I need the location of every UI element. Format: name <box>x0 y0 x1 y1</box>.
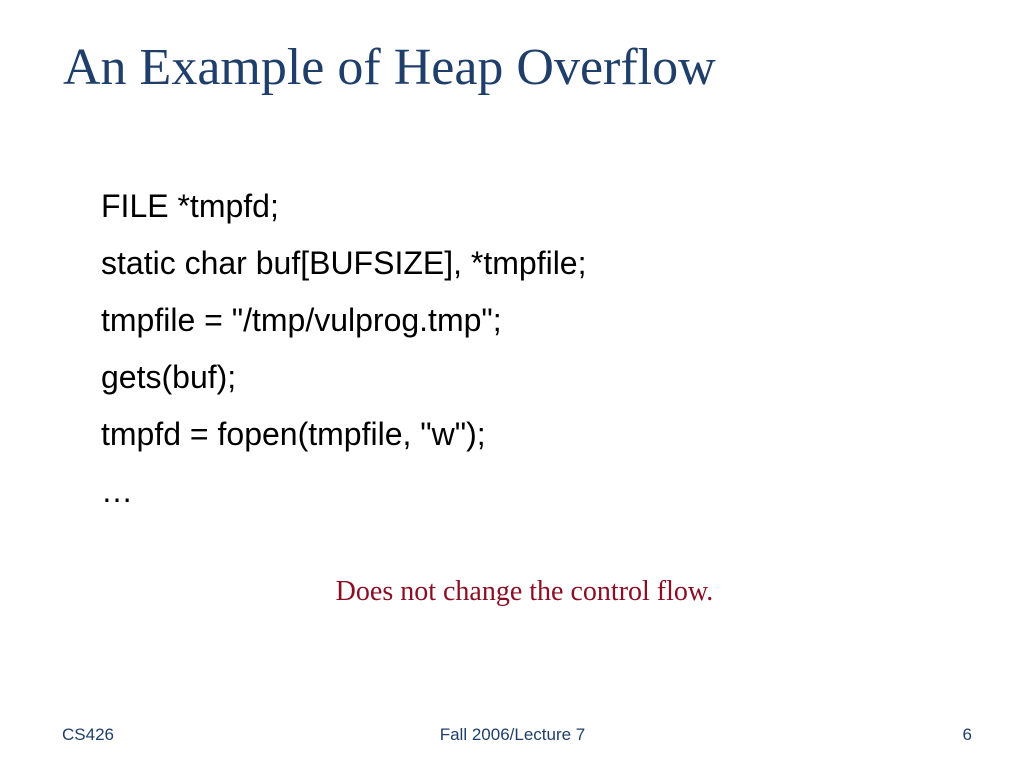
code-block <box>101 178 586 520</box>
slide-title: An Example of Heap Overflow <box>63 39 716 96</box>
footer-page-number: 6 <box>962 725 972 744</box>
footer-lecture: Fall 2006/Lecture 7 <box>439 725 586 744</box>
code-line: static char buf[BUFSIZE], *tmpfile; <box>101 245 587 281</box>
footer-course: CS426 <box>62 725 114 744</box>
code-line: tmpfile = "/tmp/vulprog.tmp"; <box>101 302 502 338</box>
code-line: tmpfd = fopen(tmpfile, "w"); <box>101 416 486 452</box>
code-line-ellipsis: … <box>101 473 133 509</box>
code-line: gets(buf); <box>101 359 237 395</box>
code-line: FILE *tmpfd; <box>101 188 279 224</box>
annotation-note: Does not change the control flow. <box>335 576 714 607</box>
